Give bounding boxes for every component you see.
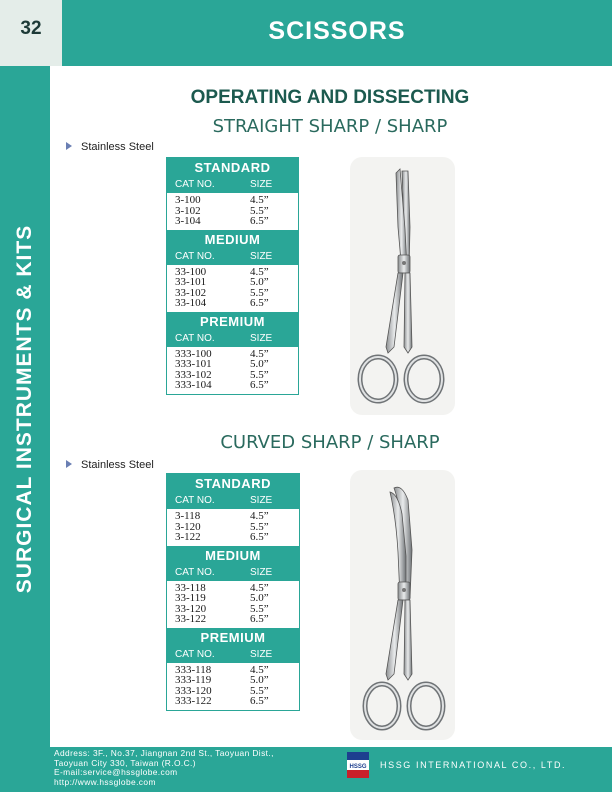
size-value: 5.5” [250,602,269,615]
group-heading: PREMIUM [167,312,298,332]
straight-title: STRAIGHT SHARP / SHARP [212,116,448,137]
size-value: 4.5” [250,265,269,278]
curved-material-label: Stainless Steel [81,459,154,471]
cat-no-header: CAT NO. [175,648,215,660]
size-header: SIZE [250,332,273,344]
size-header: SIZE [250,179,273,190]
cat-number: 333-120 [175,684,212,697]
group-heading: MEDIUM [167,546,299,566]
cat-number: 33-119 [175,592,206,604]
size-value: 6.5” [250,531,269,543]
table-row [175,614,299,625]
column-header-row [167,178,298,193]
cat-number: 33-101 [175,276,207,288]
bullet-arrow-icon [66,460,72,468]
address-line-2: Taoyuan City 330, Taiwan (R.O.C.) [54,757,196,768]
cat-no-header: CAT NO. [175,566,215,578]
row-group [167,193,298,230]
size-value: 6.5” [250,379,269,391]
curved-catalog-table [166,473,300,711]
cat-number: 3-120 [175,520,201,533]
row-group [167,265,298,312]
address-line-1: Address: 3F., No.37, Jiangnan 2nd St., Taoyuan Dist., [54,748,274,758]
company-name: HSSG INTERNATIONAL CO., LTD. [380,760,567,770]
table-row [175,593,299,604]
size-value: 4.5” [250,581,269,594]
cat-number: 333-122 [175,695,212,707]
size-value: 5.0” [250,276,269,288]
company-logo-icon [347,752,369,778]
size-header: SIZE [250,250,273,262]
header-bar [62,0,612,66]
straight-material [66,141,154,153]
row-group [167,663,299,710]
cat-number: 333-104 [175,379,212,391]
cat-no-header: CAT NO. [175,495,215,506]
size-value: 6.5” [250,613,269,625]
group-heading: PREMIUM [167,628,299,648]
table-row [175,277,298,288]
cat-number: 33-104 [175,297,207,309]
cat-number: 3-122 [175,531,201,543]
column-header-row [167,566,299,581]
size-value: 5.0” [250,358,269,370]
curved-material [66,459,154,471]
curved-scissors-icon [350,470,455,740]
cat-number: 333-100 [175,347,212,360]
size-value: 6.5” [250,215,269,227]
size-header: SIZE [250,566,273,578]
table-row [175,195,298,206]
cat-number: 333-101 [175,358,212,370]
size-value: 4.5” [250,663,269,676]
cat-number: 333-118 [175,663,212,676]
size-header: SIZE [250,495,273,506]
footer-address [54,749,274,787]
section-title: OPERATING AND DISSECTING [190,87,470,108]
group-heading: MEDIUM [167,230,298,250]
size-value: 5.0” [250,674,269,686]
cat-number: 33-118 [175,581,206,594]
website-line[interactable]: http://www.hssglobe.com [54,776,156,787]
bullet-arrow-icon [66,142,72,150]
cat-number: 33-100 [175,265,207,278]
cat-no-header: CAT NO. [175,250,215,262]
side-band [0,66,50,747]
straight-scissors-image [350,157,455,415]
cat-number: 3-104 [175,215,201,227]
size-value: 6.5” [250,695,269,707]
table-row [175,675,299,686]
table-row [175,359,298,370]
column-header-row [167,494,299,509]
cat-number: 33-102 [175,286,207,299]
size-header: SIZE [250,648,273,660]
size-value: 4.5” [250,347,269,360]
column-header-row [167,332,298,347]
size-value: 5.5” [250,368,269,381]
cat-no-header: CAT NO. [175,332,215,344]
group-heading: STANDARD [167,158,298,178]
side-label: SURGICAL INSTRUMENTS & KITS [13,224,36,594]
cat-number: 33-120 [175,602,207,615]
column-header-row [167,648,299,663]
size-value: 5.5” [250,286,269,299]
table-row [175,216,298,227]
cat-number: 3-102 [175,204,201,217]
table-row [175,298,298,309]
table-row [175,532,299,543]
curved-title: CURVED SHARP / SHARP [220,432,440,453]
email-line: E-mail:service@hssglobe.com [54,767,178,778]
table-row [175,696,299,707]
page-number-box [0,0,62,66]
cat-number: 333-102 [175,368,212,381]
size-value: 4.5” [250,510,269,522]
curved-scissors-image [350,470,455,740]
cat-no-header: CAT NO. [175,179,215,190]
size-value: 5.5” [250,684,269,697]
size-value: 5.5” [250,520,269,533]
table-row [175,380,298,391]
size-value: 4.5” [250,194,269,206]
size-value: 5.0” [250,592,269,604]
table-row [175,511,299,522]
row-group [167,581,299,628]
size-value: 5.5” [250,204,269,217]
row-group [167,509,299,546]
logo-text: HSSG [349,764,367,770]
page-title: SCISSORS [268,17,406,45]
page-number: 32 [20,18,42,39]
row-group [167,347,298,394]
cat-number: 33-122 [175,613,207,625]
column-header-row [167,250,298,265]
straight-material-label: Stainless Steel [81,141,154,153]
size-value: 6.5” [250,297,269,309]
cat-number: 3-100 [175,194,201,206]
cat-number: 333-119 [175,674,212,686]
cat-number: 3-118 [175,510,201,522]
group-heading: STANDARD [167,474,299,494]
straight-catalog-table [166,157,299,395]
straight-scissors-icon [350,157,455,415]
